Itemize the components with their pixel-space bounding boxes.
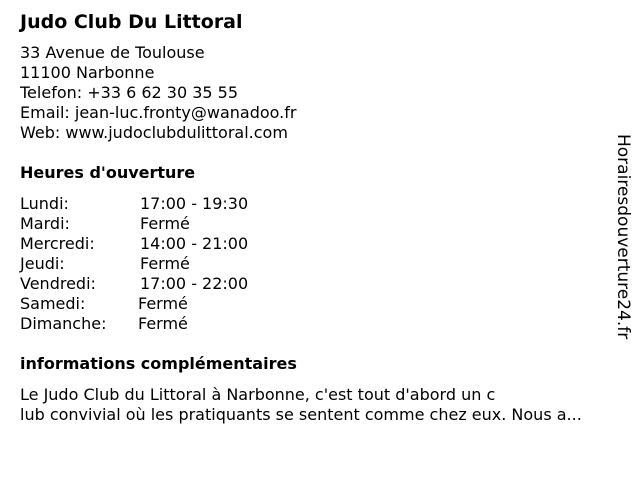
opening-hours-heading: Heures d'ouverture	[20, 163, 196, 182]
hours-value: 17:00 - 19:30	[140, 194, 249, 213]
info-text-line: lub convivial où les pratiquants se sentent comme chez eux. Nous a...	[20, 405, 582, 424]
hours-value: 17:00 - 22:00	[140, 274, 249, 293]
additional-info-text	[20, 385, 630, 425]
day-label: Jeudi:	[20, 254, 65, 273]
day-label: Vendredi:	[20, 274, 96, 293]
site-watermark: Horairesdouverture24.fr	[613, 134, 633, 340]
day-label: Dimanche:	[20, 314, 107, 333]
hours-value: Fermé	[138, 294, 188, 313]
day-label: Lundi:	[20, 194, 69, 213]
day-label: Mercredi:	[20, 234, 95, 253]
day-label: Mardi:	[20, 214, 70, 233]
club-name: Judo Club Du Littoral	[20, 11, 243, 33]
hours-value: Fermé	[140, 214, 190, 233]
email-address: Email: jean-luc.fronty@wanadoo.fr	[20, 103, 297, 122]
hours-value: 14:00 - 21:00	[140, 234, 249, 253]
info-text-line: Le Judo Club du Littoral à Narbonne, c'est tout d'abord un c	[20, 385, 496, 404]
hours-value: Fermé	[140, 254, 190, 273]
contact-block	[20, 43, 296, 143]
website-url: Web: www.judoclubdulittoral.com	[20, 123, 288, 142]
phone-number: Telefon: +33 6 62 30 35 55	[20, 83, 239, 102]
additional-info-heading: informations complémentaires	[20, 354, 297, 373]
day-label: Samedi:	[20, 294, 86, 313]
address-city: 11100 Narbonne	[20, 63, 155, 82]
address-street: 33 Avenue de Toulouse	[20, 43, 205, 62]
hours-value: Fermé	[138, 314, 188, 333]
